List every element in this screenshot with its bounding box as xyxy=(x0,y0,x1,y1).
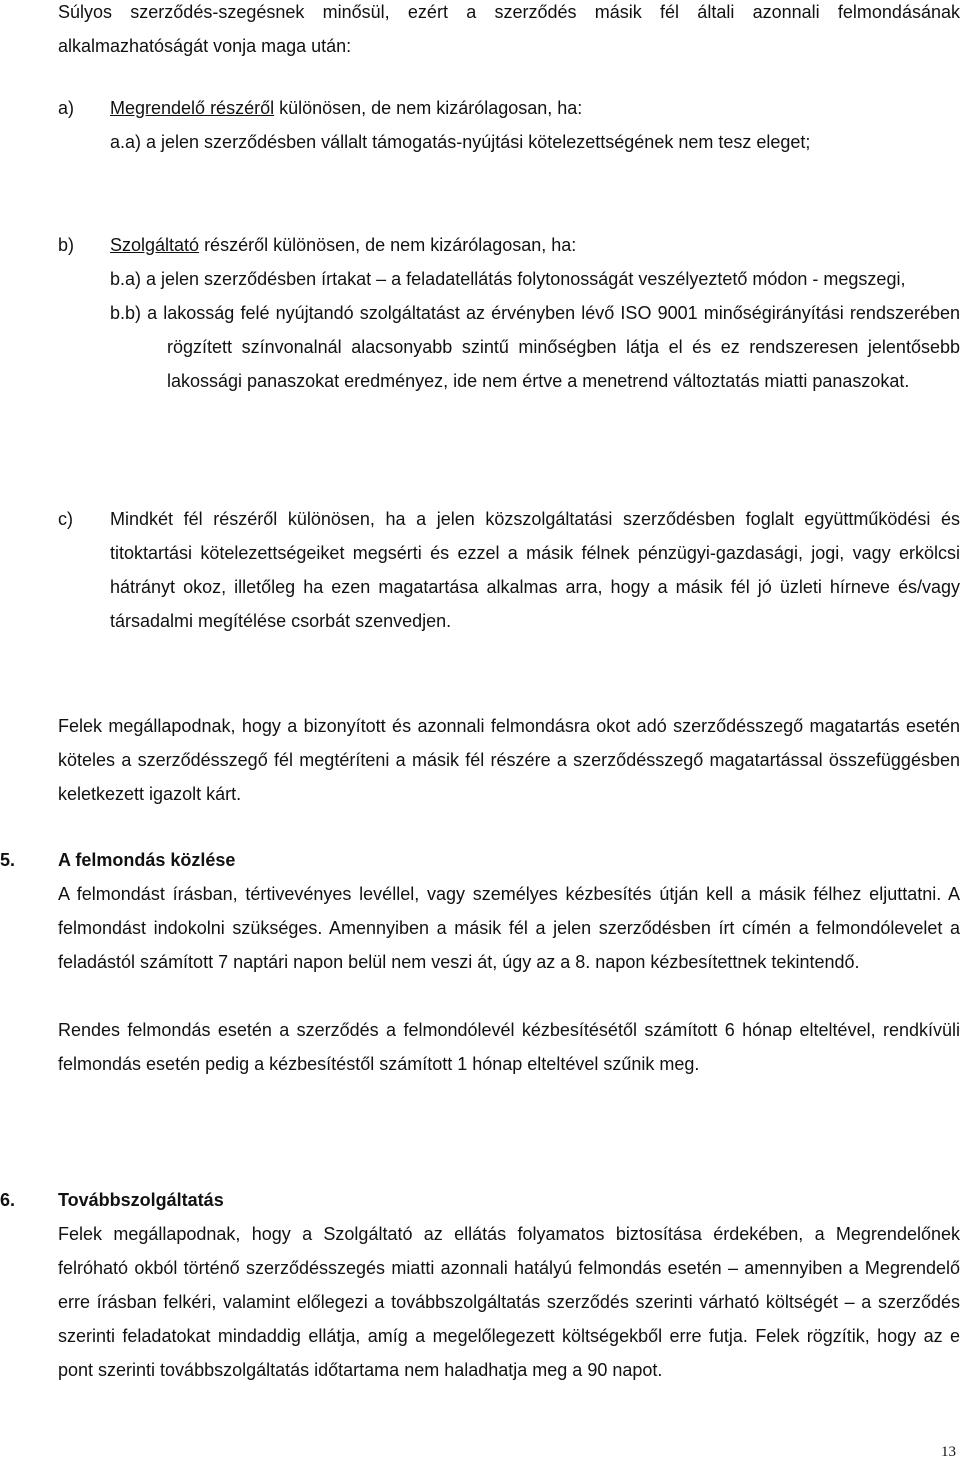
item-b-label: b) xyxy=(58,235,75,255)
section-5 xyxy=(0,843,960,1081)
item-b-sub-a: b.a) a jelen szerződésben írtakat – a feladatellátás folytonosságát veszélyeztető módon - megszegi, xyxy=(110,269,906,289)
item-c-text: Mindkét fél részéről különösen, ha a jelen közszolgáltatási szerződésben foglalt együttműködési és titoktartási kötelezettségeiket megsérti és ezzel a másik félnek pénzügyi-gazdasági, jogi, vagy erkölcsi hátrányt okoz, illetőleg ha ezen magatartása alkalmas arra, hogy a másik fél jó üzleti hírneve és/vagy társadalmi megítélése csorbát szenvedjen. xyxy=(110,509,960,631)
item-a-sub-a: a.a) a jelen szerződésben vállalt támogatás-nyújtási kötelezettségének nem tesz eleget; xyxy=(110,132,811,152)
section-6 xyxy=(0,1183,960,1387)
item-b-party: Szolgáltató xyxy=(110,235,200,255)
item-a-label: a) xyxy=(58,98,75,118)
item-b-rest: részéről különösen, de nem kizárólagosan, ha: xyxy=(199,235,577,255)
section-5-number: 5. xyxy=(0,850,16,870)
page-number: 13 xyxy=(941,1444,956,1460)
item-b xyxy=(58,228,960,398)
item-c-label: c) xyxy=(58,509,73,529)
item-a-text xyxy=(110,91,960,125)
section-6-number: 6. xyxy=(0,1190,16,1210)
item-a xyxy=(58,91,960,159)
section-6-paragraph-1: Felek megállapodnak, hogy a Szolgáltató az ellátás folyamatos biztosítása érdekében, a Megrendelőnek felróható okból történő szerződésszegés miatti azonnali hatályú felmondás esetén – amennyiben a Megrendelő erre írásban felkéri, valamint előlegezi a továbbszolgáltatás szerződés szerinti várható költségét – a szerződés szerinti feladatokat mindaddig ellátja, amíg a megelőlegezett költségekből erre futja. Felek rögzítik, hogy az e pont szerinti továbbszolgáltatás időtartama nem haladhatja meg a 90 napot. xyxy=(58,1224,960,1380)
item-a-party: Megrendelő részéről xyxy=(110,98,275,118)
item-b-sub-b: b.b) a lakosság felé nyújtandó szolgáltatást az érvényben lévő ISO 9001 minőségirányítási rendszerében rögzített színvonalnál alacsonyabb szintű minőségben látja el és ez rendszeresen jelentősebb lakossági panaszokat eredményez, ide nem értve a menetrend változtatás miatti panaszokat. xyxy=(110,303,960,391)
section-6-title: Továbbszolgáltatás xyxy=(58,1190,224,1210)
section-5-paragraph-2: Rendes felmondás esetén a szerződés a felmondólevél kézbesítésétől számított 6 hónap elteltével, rendkívüli felmondás esetén pedig a kézbesítéstől számított 1 hónap elteltével szűnik meg. xyxy=(58,1020,960,1074)
damages-paragraph: Felek megállapodnak, hogy a bizonyított és azonnali felmondásra okot adó szerződésszegő magatartás esetén köteles a szerződésszegő fél megtéríteni a másik fél részére a szerződésszegő magatartással összefüggésben keletkezett igazolt kárt. xyxy=(58,716,960,804)
section-5-paragraph-1: A felmondást írásban, tértivevényes levéllel, vagy személyes kézbesítés útján kell a másik félhez eljuttatni. A felmondást indokolni szükséges. Amennyiben a másik fél a jelen szerződésben írt címén a felmondólevelet a feladástól számított 7 naptári napon belül nem veszi át, úgy az a 8. napon kézbesítettnek tekintendő. xyxy=(58,884,960,972)
item-c xyxy=(58,502,960,638)
section-5-title: A felmondás közlése xyxy=(58,850,236,870)
item-b-text xyxy=(110,228,960,262)
item-a-rest: különösen, de nem kizárólagosan, ha: xyxy=(274,98,583,118)
intro-paragraph: Súlyos szerződés-szegésnek minősül, ezért a szerződés másik fél általi azonnali felmondásának alkalmazhatóságát vonja maga után: xyxy=(58,2,960,56)
